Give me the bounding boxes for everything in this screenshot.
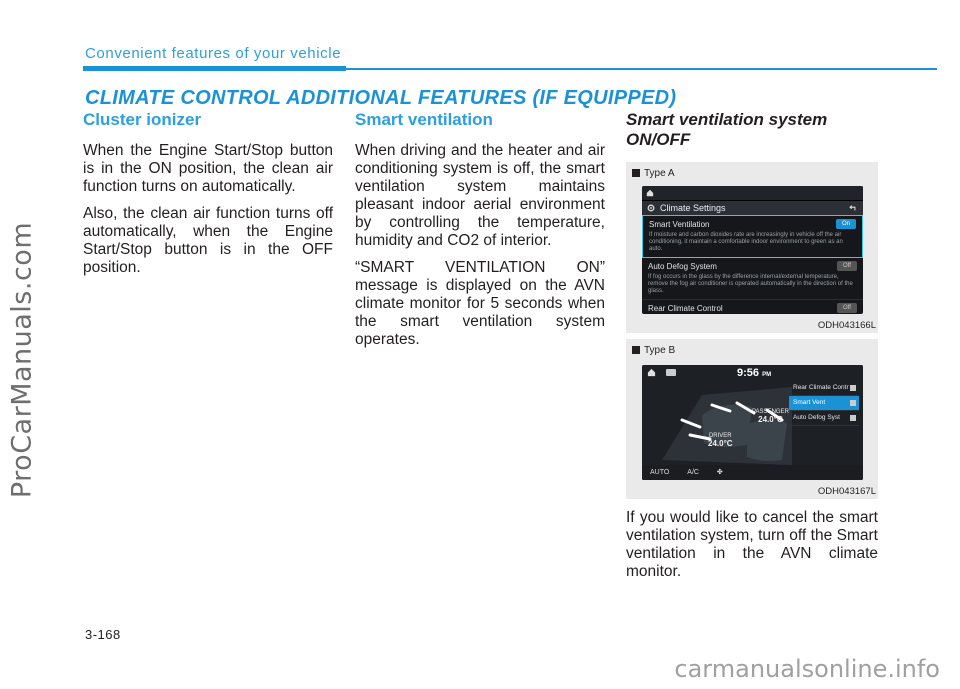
column-cluster-ionizer [83, 110, 333, 286]
driver-temp-readout [708, 433, 733, 448]
figure-b-code: ODH043167L [817, 486, 876, 497]
smart-ventilation-onoff-heading: Smart ventilation system ON/OFF [626, 110, 828, 149]
menu-item-rear-climate-label: Rear Climate Contr [793, 384, 849, 391]
rear-climate-row-label: Rear Climate Control [648, 304, 723, 313]
clock-time: 9:56 [737, 367, 760, 379]
cluster-ionizer-paragraph-2: Also, the clean air function turns off automatically, when the Engine Start/Stop button is in the OFF position. [83, 205, 333, 276]
auto-defog-row-label: Auto Defog System [648, 262, 717, 271]
auto-defog-row-desc: If fog occurs in the glass by the difference internal/external temperature, remove the fog air conditioner is operated automatically in the direction of the glass. [648, 274, 853, 294]
screen-status-bar [642, 186, 863, 201]
type-a-label-text: Type A [644, 168, 675, 179]
driver-label: DRIVER [708, 433, 732, 439]
passenger-temp-readout [752, 409, 789, 424]
figure-a-code: ODH043166L [817, 320, 876, 331]
menu-item-auto-defog[interactable] [789, 411, 859, 426]
smart-ventilation-paragraph-2: “SMART VENTILATION ON” message is displayed on the AVN climate monitor for 5 seconds when the smart ventilation system operates. [355, 259, 605, 348]
passenger-label: PASSENGER [752, 409, 789, 415]
climate-bottom-bar [642, 465, 863, 480]
smart-ventilation-row-desc: If moisture and carbon dioxides rate are increasingly in vehicle off the air conditioning, it maintain a comfortable indoor environment to green as an auto. [649, 232, 843, 252]
passenger-temp: 24.0°C [758, 415, 783, 424]
smart-ventilation-row-label: Smart Ventilation [649, 220, 710, 229]
fan-icon[interactable]: ✤ [716, 469, 723, 476]
climate-side-menu [789, 381, 859, 426]
square-bullet-icon [632, 169, 640, 177]
avn-screen-type-a [642, 186, 863, 314]
column-smart-ventilation-onoff [626, 110, 878, 581]
cancel-instructions: If you would like to cancel the smart ventilation system, turn off the Smart ventilation in the AVN climate monitor. [626, 509, 878, 580]
type-a-label [632, 168, 675, 179]
smart-ventilation-heading: Smart ventilation [355, 110, 493, 129]
menu-item-auto-defog-label: Auto Defog Syst [793, 414, 840, 421]
page-number: 3-168 [85, 627, 121, 642]
smart-ventilation-paragraph-1: When driving and the heater and air conditioning system is off, the smart ventilation system maintains pleasant indoor aerial environment by controlling the temperature, humidity and CO2 of interior. [355, 142, 605, 249]
header-title: Convenient features of your vehicle [85, 45, 342, 62]
type-b-label-text: Type B [644, 345, 676, 356]
home-icon [646, 189, 654, 197]
header-rule-thick [83, 66, 346, 71]
smart-ventilation-toggle[interactable]: On [836, 219, 856, 229]
menu-item-smart-vent[interactable] [789, 396, 859, 411]
clock-suffix: PM [762, 372, 772, 378]
ac-button[interactable]: A/C [687, 469, 699, 476]
type-b-label [632, 345, 675, 356]
smart-ventilation-row[interactable] [642, 215, 863, 258]
checkbox-icon [850, 415, 856, 421]
header-rule-thin [346, 68, 937, 70]
avn-screen-type-b [642, 365, 863, 480]
side-watermark [2, 120, 42, 600]
menu-item-smart-vent-label: Smart Vent [793, 399, 826, 406]
cluster-ionizer-heading: Cluster ionizer [83, 110, 202, 129]
bottom-watermark: carmanualsonline.info [674, 655, 940, 683]
column-smart-ventilation [355, 110, 605, 358]
square-bullet-icon [632, 346, 640, 354]
climate-settings-title-bar [642, 201, 863, 215]
rear-climate-toggle[interactable]: Off [837, 303, 857, 313]
cluster-ionizer-paragraph-1: When the Engine Start/Stop button is in the ON position, the clean air function turns on automatically. [83, 142, 333, 195]
home-icon[interactable] [647, 368, 656, 377]
menu-item-rear-climate[interactable] [789, 381, 859, 396]
climate-settings-title: Climate Settings [660, 203, 726, 213]
back-icon[interactable] [848, 204, 857, 212]
rear-climate-row[interactable] [642, 300, 863, 314]
figure-type-b [626, 339, 878, 499]
clock-display [737, 367, 771, 379]
auto-defog-row[interactable] [642, 258, 863, 300]
auto-button[interactable]: AUTO [650, 469, 670, 476]
side-watermark-text: ProCarManuals.com [6, 221, 38, 499]
checkbox-icon [850, 400, 856, 406]
menu-icon[interactable] [666, 369, 676, 376]
auto-defog-toggle[interactable]: Off [837, 261, 857, 271]
checkbox-icon [850, 385, 856, 391]
section-title: CLIMATE CONTROL ADDITIONAL FEATURES (IF EQUIPPED) [85, 87, 677, 109]
gear-icon [647, 204, 655, 212]
driver-temp: 24.0°C [708, 439, 733, 448]
header-rule [83, 66, 937, 71]
figure-type-a [626, 162, 878, 333]
